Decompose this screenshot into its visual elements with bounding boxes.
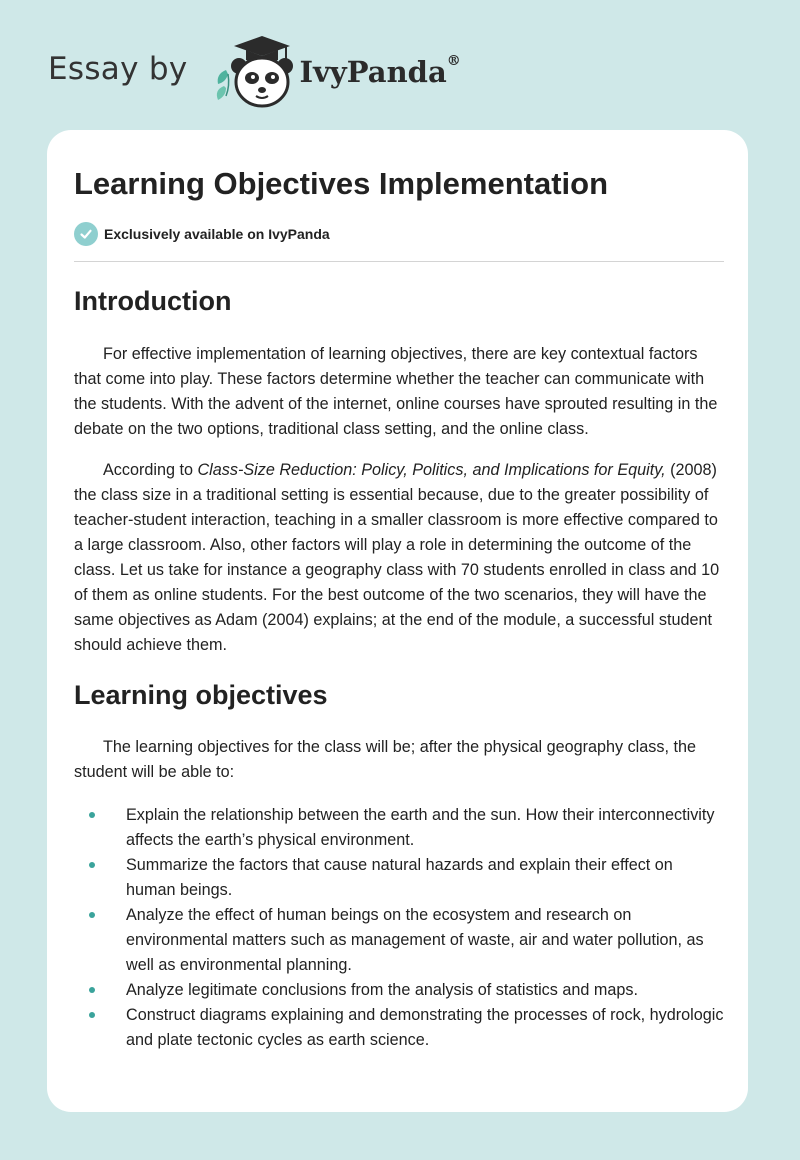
paragraph: For effective implementation of learning objectives, there are key contextual factors that come into play. These factors determine whether the teacher can communicate with the students. With the advent of the internet, online courses have sprouted resulting in the debate on the two options, traditional class setting, and the online class.	[74, 345, 718, 438]
check-icon	[74, 222, 98, 246]
paragraph-text: (2008) the class size in a traditional setting is essential because, due to the greater possibility of teacher-student interaction, teaching in a smaller classroom is more effective compared to a large classroom. Also, other factors will play a role in determining the outcome of the class. Let us take for instance a geography class with 70 students enrolled in class and 10 of them as online students. For the best outcome of the two scenarios, they will have the same objectives as Adam (2004) explains; at the end of the module, a successful student should achieve them.	[74, 461, 720, 654]
list-item: Analyze the effect of human beings on the ecosystem and research on environmental matters such as management of waste, air and water pollution, as well as environmental planning.	[74, 903, 724, 978]
essay-by-label: Essay by	[48, 51, 188, 87]
list-item: Construct diagrams explaining and demonstrating the processes of rock, hydrologic and plate tectonic cycles as earth science.	[74, 1003, 724, 1053]
exclusive-label: Exclusively available on IvyPanda	[104, 226, 330, 242]
article-card	[47, 130, 748, 1112]
objectives-list	[74, 803, 724, 1053]
list-item: Summarize the factors that cause natural hazards and explain their effect on human beings.	[74, 853, 724, 903]
paragraph-text: According to	[103, 461, 198, 479]
exclusive-badge	[74, 222, 330, 246]
list-item: Explain the relationship between the earth and the sun. How their interconnectivity affects the earth’s physical environment.	[74, 803, 724, 853]
page-title: Learning Objectives Implementation	[74, 166, 609, 201]
site-header	[48, 30, 461, 110]
cited-source-title: Class-Size Reduction: Policy, Politics, and Implications for Equity,	[197, 461, 666, 479]
ivy-leaf-icon	[216, 70, 228, 100]
section-heading-introduction: Introduction	[74, 286, 232, 316]
brand-name[interactable]	[300, 55, 461, 89]
list-item: Analyze legitimate conclusions from the analysis of statistics and maps.	[74, 978, 724, 1003]
section-heading-learning-objectives: Learning objectives	[74, 680, 328, 710]
paragraph: The learning objectives for the class will be; after the physical geography class, the student will be able to:	[74, 738, 696, 781]
paragraph	[74, 458, 726, 658]
panda-logo-icon[interactable]	[206, 30, 296, 110]
brand-text: IvyPanda	[299, 55, 447, 89]
registered-mark: ®	[446, 53, 461, 69]
title-divider	[74, 261, 724, 262]
